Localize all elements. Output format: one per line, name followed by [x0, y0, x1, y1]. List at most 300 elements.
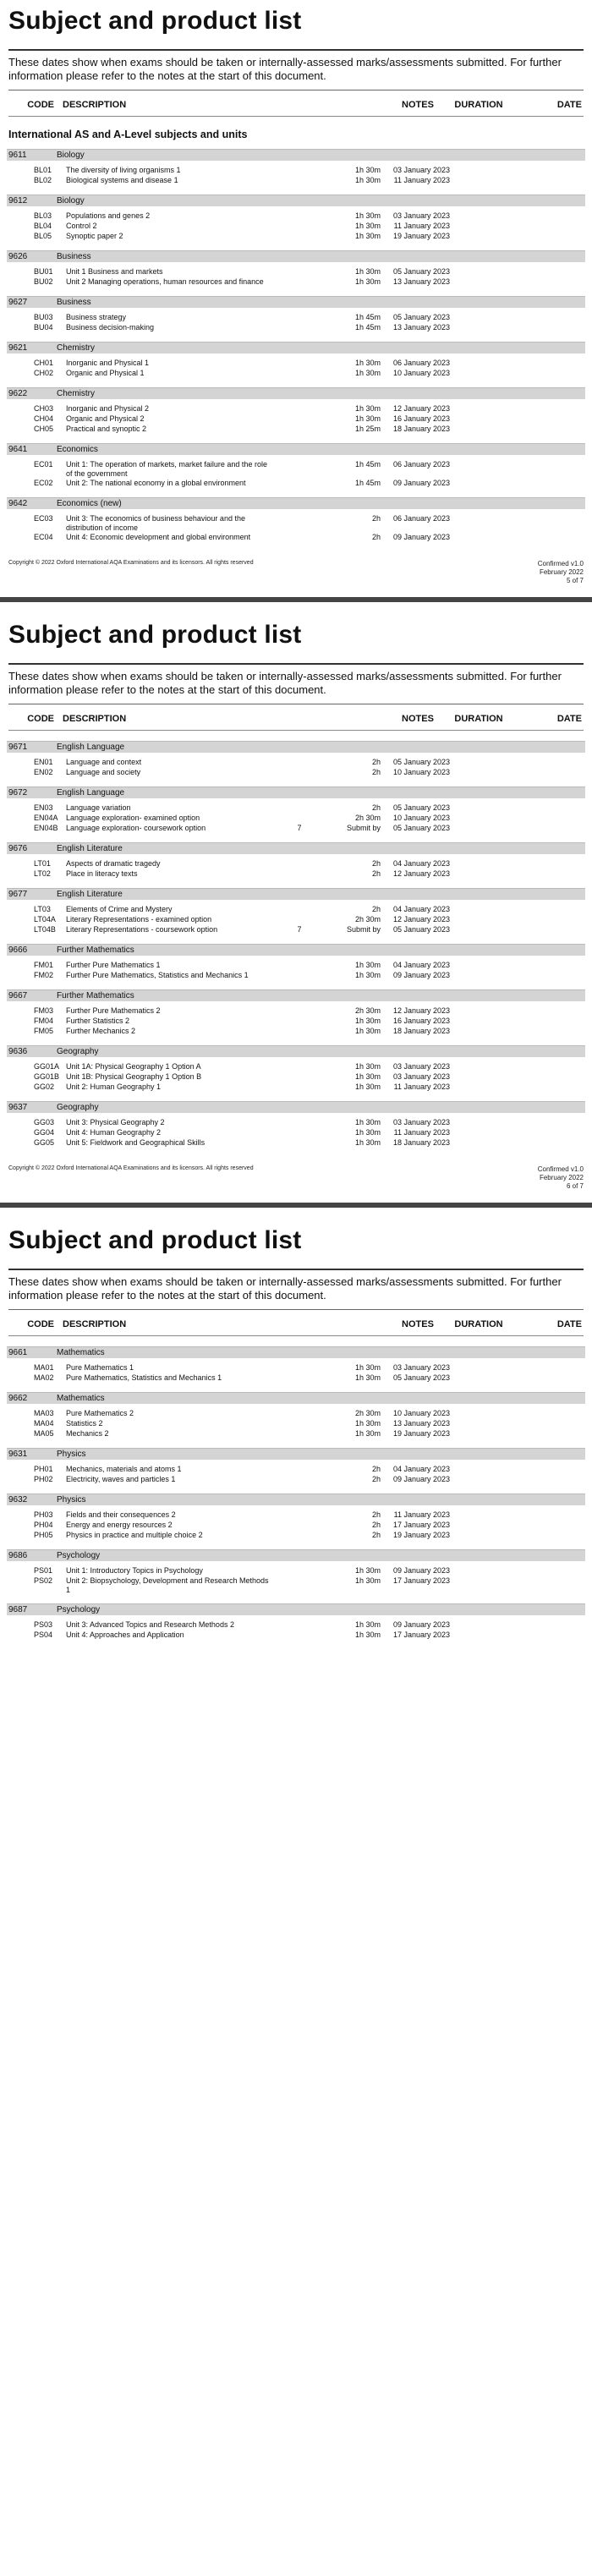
- unit-code: EN02: [34, 768, 53, 776]
- subject-name: Further Mathematics: [57, 991, 134, 1000]
- unit-description: Literary Representations - coursework option: [66, 925, 218, 934]
- table-row: [8, 267, 584, 277]
- subject-name: Further Mathematics: [57, 945, 134, 955]
- table-row: [8, 425, 584, 435]
- unit-date: 10 January 2023: [392, 768, 450, 776]
- subject-code: 9672: [8, 788, 28, 797]
- unit-description: The diversity of living organisms 1: [66, 166, 181, 174]
- table-row: [8, 1128, 584, 1138]
- unit-code: PS01: [34, 1566, 53, 1575]
- subject-code: 9666: [8, 945, 28, 955]
- unit-date: 11 January 2023: [393, 1510, 450, 1519]
- subject-code: 9676: [8, 844, 28, 853]
- unit-duration: 2h 30m: [354, 1006, 381, 1015]
- subject-group-header: [7, 1346, 585, 1358]
- unit-list: [0, 798, 592, 839]
- subject-code: 9611: [8, 151, 27, 160]
- subject-code: 9626: [8, 252, 28, 261]
- table-row: [8, 277, 584, 288]
- subject-group-header: [7, 443, 585, 455]
- unit-description: Control 2: [66, 222, 97, 230]
- unit-date: 17 January 2023: [392, 1576, 450, 1585]
- subject-name: Geography: [57, 1047, 99, 1056]
- unit-description: Unit 2: Biopsychology, Development and Research Methods 1: [66, 1576, 269, 1594]
- unit-description: Unit 2: Human Geography 1: [66, 1082, 162, 1091]
- unit-duration: 2h 30m: [354, 814, 381, 822]
- column-notes: NOTES: [402, 714, 434, 724]
- subject-code: 9686: [8, 1551, 28, 1560]
- unit-duration: 1h 45m: [354, 323, 381, 332]
- unit-code: LT02: [34, 869, 51, 878]
- unit-code: BL02: [34, 176, 52, 184]
- unit-duration: 1h 45m: [354, 479, 381, 487]
- subject-code: 9621: [8, 343, 28, 353]
- unit-duration: 1h 30m: [354, 1118, 381, 1126]
- column-date: DATE: [556, 1319, 582, 1329]
- unit-code: MA04: [34, 1419, 54, 1428]
- unit-list: [0, 1615, 592, 1646]
- copyright-text: Copyright © 2022 Oxford International AQA Examinations and its licensors. All rights reserved: [8, 1165, 254, 1171]
- unit-description: Unit 1A: Physical Geography 1 Option A: [66, 1062, 201, 1071]
- table-row: [8, 479, 584, 489]
- subject-group-header: [7, 387, 585, 399]
- unit-date: 06 January 2023: [392, 359, 450, 367]
- unit-description: Unit 1 Business and markets: [66, 267, 163, 276]
- unit-duration: 1h 30m: [354, 222, 381, 230]
- confirmed-version: Confirmed v1.0: [537, 560, 584, 567]
- unit-code: FM03: [34, 1006, 54, 1015]
- unit-code: BU01: [34, 267, 53, 276]
- subject-group-header: [7, 888, 585, 900]
- subject-group-header: [7, 250, 585, 262]
- unit-list: [0, 455, 592, 494]
- unit-code: LT01: [34, 859, 51, 868]
- unit-description: Language exploration- examined option: [66, 814, 200, 822]
- unit-duration: 1h 30m: [354, 971, 381, 979]
- unit-code: BL04: [34, 222, 52, 230]
- unit-description: Pure Mathematics 2: [66, 1409, 134, 1417]
- unit-description: Fields and their consequences 2: [66, 1510, 176, 1519]
- table-row: [8, 359, 584, 369]
- unit-code: GG01A: [34, 1062, 60, 1071]
- table-row: [8, 313, 584, 323]
- unit-date: 12 January 2023: [392, 1006, 450, 1015]
- unit-duration: 2h 30m: [354, 915, 381, 924]
- unit-duration: 1h 30m: [354, 414, 381, 423]
- table-row: [8, 1373, 584, 1384]
- subject-name: Psychology: [57, 1551, 101, 1560]
- subject-name: Business: [57, 298, 91, 307]
- unit-code: PS04: [34, 1631, 53, 1639]
- unit-date: 09 January 2023: [392, 1566, 450, 1575]
- confirmation-block: [538, 560, 584, 585]
- subject-name: Physics: [57, 1450, 86, 1459]
- table-row: [8, 176, 584, 186]
- subject-group-header: [7, 1603, 585, 1615]
- column-code: CODE: [27, 1319, 54, 1329]
- unit-description: Unit 1: Introductory Topics in Psychology: [66, 1566, 203, 1575]
- table-row: [8, 1118, 584, 1128]
- unit-description: Unit 4: Human Geography 2: [66, 1128, 162, 1137]
- unit-code: EN04A: [34, 814, 58, 822]
- table-row: [8, 533, 584, 543]
- subject-code: 9642: [8, 499, 28, 508]
- table-row: [8, 905, 584, 915]
- table-row: [8, 1138, 584, 1148]
- spacer: [0, 731, 592, 737]
- table-row: [8, 1576, 584, 1595]
- unit-code: LT03: [34, 905, 51, 913]
- subject-code: 9661: [8, 1348, 28, 1357]
- table-row: [8, 1082, 584, 1093]
- subject-name: Psychology: [57, 1605, 101, 1614]
- section-heading: International AS and A-Level subjects and units: [8, 129, 248, 140]
- unit-list: [0, 1460, 592, 1490]
- subject-name: Chemistry: [57, 389, 96, 398]
- unit-description: Physics in practice and multiple choice 2: [66, 1531, 203, 1539]
- subject-code: 9612: [8, 196, 28, 206]
- unit-code: GG04: [34, 1128, 55, 1137]
- subject-code: 9677: [8, 890, 28, 899]
- column-description: DESCRIPTION: [63, 100, 127, 110]
- unit-duration: 1h 30m: [354, 1128, 381, 1137]
- unit-date: 03 January 2023: [392, 211, 450, 220]
- table-row: [8, 166, 584, 176]
- subject-group-header: [7, 497, 585, 509]
- subject-name: English Literature: [57, 890, 123, 899]
- confirmed-version: Confirmed v1.0: [537, 1165, 584, 1173]
- unit-description: Language exploration- coursework option: [66, 824, 206, 832]
- unit-date: 11 January 2023: [393, 176, 450, 184]
- table-row: [8, 768, 584, 778]
- subject-name: Chemistry: [57, 343, 96, 353]
- unit-duration: 2h: [371, 1465, 381, 1473]
- unit-description: Unit 3: Physical Geography 2: [66, 1118, 165, 1126]
- spacer: [0, 1336, 592, 1343]
- column-code: CODE: [27, 714, 54, 724]
- unit-description: Further Pure Mathematics 2: [66, 1006, 161, 1015]
- unit-date: 11 January 2023: [393, 222, 450, 230]
- subject-name: English Literature: [57, 844, 123, 853]
- unit-list: [0, 1505, 592, 1546]
- unit-code: LT04B: [34, 925, 56, 934]
- column-description: DESCRIPTION: [63, 714, 127, 724]
- unit-description: Inorganic and Physical 1: [66, 359, 150, 367]
- unit-date: 09 January 2023: [392, 1620, 450, 1629]
- unit-code: EC01: [34, 460, 53, 469]
- unit-list: [0, 399, 592, 440]
- unit-duration: 1h 30m: [354, 176, 381, 184]
- unit-date: 13 January 2023: [392, 323, 450, 332]
- table-row: [8, 869, 584, 880]
- unit-date: 13 January 2023: [392, 277, 450, 286]
- unit-code: EC04: [34, 533, 53, 541]
- table-row: [8, 1429, 584, 1439]
- unit-duration: 1h 30m: [354, 267, 381, 276]
- unit-description: Elements of Crime and Mystery: [66, 905, 173, 913]
- unit-duration: 2h 30m: [354, 1409, 381, 1417]
- unit-description: Further Mechanics 2: [66, 1027, 136, 1035]
- unit-list: [0, 1001, 592, 1042]
- unit-duration: 2h: [371, 1521, 381, 1529]
- unit-duration: 1h 30m: [354, 211, 381, 220]
- unit-date: 18 January 2023: [392, 1027, 450, 1035]
- unit-code: FM01: [34, 961, 54, 969]
- unit-duration: 1h 30m: [354, 359, 381, 367]
- unit-duration: 2h: [371, 768, 381, 776]
- unit-duration: 2h: [371, 803, 381, 812]
- unit-duration: 1h 45m: [354, 460, 381, 469]
- unit-code: GG01B: [34, 1072, 60, 1081]
- unit-date: 12 January 2023: [392, 404, 450, 413]
- unit-duration: 2h: [371, 859, 381, 868]
- unit-date: 09 January 2023: [392, 533, 450, 541]
- unit-duration: 1h 30m: [354, 1566, 381, 1575]
- unit-date: 03 January 2023: [392, 166, 450, 174]
- unit-list: [0, 1057, 592, 1098]
- subject-code: 9631: [8, 1450, 28, 1459]
- confirmation-block: [538, 1165, 584, 1191]
- unit-duration: 1h 30m: [354, 1373, 381, 1382]
- table-row: [8, 211, 584, 222]
- column-duration: DURATION: [454, 100, 503, 110]
- unit-description: Organic and Physical 1: [66, 369, 145, 377]
- table-row: [8, 1017, 584, 1027]
- unit-list: [0, 956, 592, 986]
- unit-duration: 2h: [371, 869, 381, 878]
- unit-code: PS02: [34, 1576, 53, 1585]
- unit-duration: 1h 30m: [354, 1017, 381, 1025]
- page-footer: [0, 548, 592, 590]
- unit-description: Place in literacy texts: [66, 869, 138, 878]
- table-row: [8, 369, 584, 379]
- unit-code: GG05: [34, 1138, 55, 1147]
- unit-description: Synoptic paper 2: [66, 232, 123, 240]
- intro-text: These dates show when exams should be taken or internally-assessed marks/assessments submitted. For further information please refer to the notes at the start of this document.: [8, 56, 562, 82]
- table-row: [8, 824, 584, 834]
- unit-duration: 1h 30m: [354, 1419, 381, 1428]
- subject-group-header: [7, 296, 585, 308]
- unit-date: 03 January 2023: [392, 1072, 450, 1081]
- page-number: 5 of 7: [566, 577, 584, 584]
- unit-duration: 2h: [371, 1531, 381, 1539]
- subject-group-header: [7, 1392, 585, 1404]
- column-date: DATE: [556, 714, 582, 724]
- table-row: [8, 1027, 584, 1037]
- unit-code: MA02: [34, 1373, 54, 1382]
- unit-date: 03 January 2023: [392, 1062, 450, 1071]
- unit-code: PS03: [34, 1620, 53, 1629]
- unit-code: PH02: [34, 1475, 53, 1483]
- unit-code: PH03: [34, 1510, 53, 1519]
- page-title: Subject and product list: [8, 7, 302, 35]
- column-duration: DURATION: [454, 1319, 503, 1329]
- column-header: [0, 90, 592, 111]
- subject-code: 9636: [8, 1047, 28, 1056]
- subject-group-header: [7, 741, 585, 753]
- subject-group-header: [7, 1494, 585, 1505]
- unit-code: PH01: [34, 1465, 53, 1473]
- unit-date: 19 January 2023: [392, 1429, 450, 1438]
- unit-duration: 1h 45m: [354, 313, 381, 321]
- column-date: DATE: [556, 100, 582, 110]
- subject-name: Biology: [57, 196, 85, 206]
- unit-date: 05 January 2023: [392, 824, 450, 832]
- unit-code: EN01: [34, 758, 53, 766]
- subject-code: 9662: [8, 1394, 28, 1403]
- subject-code: 9622: [8, 389, 28, 398]
- page: [0, 614, 592, 1203]
- page-footer: [0, 1154, 592, 1196]
- table-row: [8, 814, 584, 824]
- unit-list: [0, 1358, 592, 1389]
- table-row: [8, 1072, 584, 1082]
- unit-duration: 1h 30m: [354, 232, 381, 240]
- unit-date: 04 January 2023: [392, 905, 450, 913]
- table-row: [8, 1531, 584, 1541]
- unit-description: Literary Representations - examined option: [66, 915, 212, 924]
- table-row: [8, 1465, 584, 1475]
- unit-description: Organic and Physical 2: [66, 414, 145, 423]
- unit-list: [0, 206, 592, 247]
- table-row: [8, 1521, 584, 1531]
- intro-text: These dates show when exams should be taken or internally-assessed marks/assessments submitted. For further information please refer to the notes at the start of this document.: [8, 1275, 562, 1302]
- column-notes: NOTES: [402, 100, 434, 110]
- table-row: [8, 1620, 584, 1631]
- unit-duration: 1h 30m: [354, 1620, 381, 1629]
- unit-date: 16 January 2023: [392, 414, 450, 423]
- unit-code: LT04A: [34, 915, 56, 924]
- column-duration: DURATION: [454, 714, 503, 724]
- unit-list: [0, 753, 592, 783]
- subject-group-header: [7, 989, 585, 1001]
- subject-code: 9637: [8, 1103, 28, 1112]
- unit-duration: 2h: [371, 1475, 381, 1483]
- unit-duration: 1h 30m: [354, 1138, 381, 1147]
- subject-name: English Language: [57, 743, 125, 752]
- subject-group-header: [7, 342, 585, 354]
- unit-code: FM04: [34, 1017, 54, 1025]
- subject-group-header: [7, 842, 585, 854]
- unit-description: Aspects of dramatic tragedy: [66, 859, 161, 868]
- subject-code: 9641: [8, 445, 28, 454]
- unit-code: BL03: [34, 211, 52, 220]
- page: [0, 1219, 592, 1652]
- unit-date: 05 January 2023: [392, 313, 450, 321]
- unit-duration: 1h 30m: [354, 166, 381, 174]
- unit-date: 05 January 2023: [392, 758, 450, 766]
- unit-code: FM02: [34, 971, 54, 979]
- subject-name: Geography: [57, 1103, 99, 1112]
- subject-name: Business: [57, 252, 91, 261]
- unit-description: Energy and energy resources 2: [66, 1521, 173, 1529]
- unit-code: BU03: [34, 313, 53, 321]
- unit-list: [0, 1561, 592, 1600]
- unit-code: GG02: [34, 1082, 55, 1091]
- unit-list: [0, 509, 592, 548]
- column-description: DESCRIPTION: [63, 1319, 127, 1329]
- unit-date: 05 January 2023: [392, 267, 450, 276]
- unit-date: 06 January 2023: [392, 460, 450, 469]
- subject-group-header: [7, 149, 585, 161]
- page: [0, 0, 592, 597]
- subject-code: 9627: [8, 298, 28, 307]
- unit-code: CH01: [34, 359, 54, 367]
- unit-date: 12 January 2023: [392, 915, 450, 924]
- unit-code: BU02: [34, 277, 53, 286]
- unit-date: 05 January 2023: [392, 1373, 450, 1382]
- unit-code: BU04: [34, 323, 53, 332]
- unit-date: 04 January 2023: [392, 1465, 450, 1473]
- table-row: [8, 1631, 584, 1641]
- unit-date: 03 January 2023: [392, 1363, 450, 1372]
- column-code: CODE: [27, 100, 54, 110]
- table-row: [8, 404, 584, 414]
- unit-list: [0, 354, 592, 384]
- unit-code: PH04: [34, 1521, 53, 1529]
- unit-date: 09 January 2023: [392, 1475, 450, 1483]
- unit-notes: 7: [297, 925, 302, 934]
- subject-name: Mathematics: [57, 1394, 105, 1403]
- subject-group-header: [7, 1101, 585, 1113]
- table-row: [8, 222, 584, 232]
- unit-list: [0, 854, 592, 885]
- unit-duration: 2h: [371, 758, 381, 766]
- unit-duration: 1h 30m: [354, 1363, 381, 1372]
- unit-date: 17 January 2023: [392, 1631, 450, 1639]
- unit-date: 13 January 2023: [392, 1419, 450, 1428]
- unit-description: Practical and synoptic 2: [66, 425, 147, 433]
- unit-date: 03 January 2023: [392, 1118, 450, 1126]
- table-row: [8, 803, 584, 814]
- table-row: [8, 925, 584, 935]
- subject-name: Mathematics: [57, 1348, 105, 1357]
- intro-text: These dates show when exams should be taken or internally-assessed marks/assessments submitted. For further information please refer to the notes at the start of this document.: [8, 670, 562, 696]
- unit-date: 09 January 2023: [392, 479, 450, 487]
- unit-date: 04 January 2023: [392, 859, 450, 868]
- table-row: [8, 514, 584, 533]
- unit-description: Unit 5: Fieldwork and Geographical Skills: [66, 1138, 206, 1147]
- unit-list: [0, 900, 592, 940]
- unit-description: Electricity, waves and particles 1: [66, 1475, 176, 1483]
- unit-duration: 1h 30m: [354, 1429, 381, 1438]
- unit-date: 06 January 2023: [392, 514, 450, 523]
- unit-description: Unit 4: Economic development and global environment: [66, 533, 251, 541]
- unit-notes: 7: [297, 824, 302, 832]
- unit-date: 17 January 2023: [392, 1521, 450, 1529]
- unit-code: MA03: [34, 1409, 54, 1417]
- unit-date: 10 January 2023: [392, 814, 450, 822]
- subject-code: 9671: [8, 743, 28, 752]
- unit-date: 05 January 2023: [392, 925, 450, 934]
- unit-duration: 1h 25m: [354, 425, 381, 433]
- unit-description: Mechanics 2: [66, 1429, 109, 1438]
- table-row: [8, 961, 584, 971]
- unit-duration: 1h 30m: [354, 1576, 381, 1585]
- unit-date: 09 January 2023: [392, 971, 450, 979]
- unit-description: Populations and genes 2: [66, 211, 151, 220]
- page-title: Subject and product list: [8, 621, 302, 649]
- unit-date: 04 January 2023: [392, 961, 450, 969]
- page-gap: [0, 1208, 592, 1219]
- unit-list: [0, 308, 592, 338]
- unit-duration: 1h 30m: [354, 1062, 381, 1071]
- table-row: [8, 915, 584, 925]
- unit-code: CH04: [34, 414, 54, 423]
- unit-duration: Submit by: [346, 925, 381, 934]
- unit-duration: 1h 30m: [354, 277, 381, 286]
- unit-description: Inorganic and Physical 2: [66, 404, 150, 413]
